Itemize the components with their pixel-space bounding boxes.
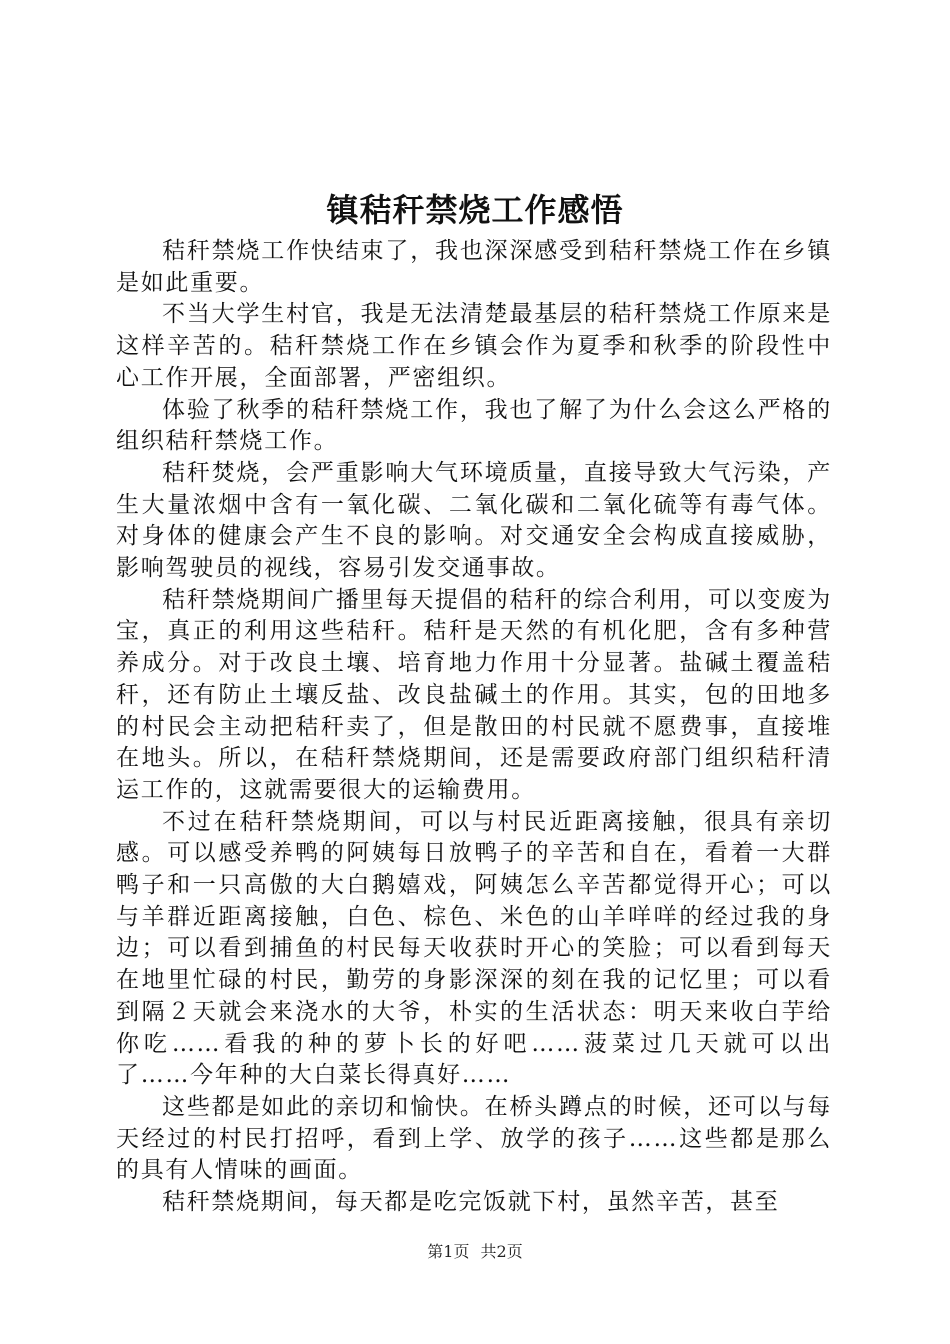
- paragraph: 不当大学生村官，我是无法清楚最基层的秸秆禁烧工作原来是这样辛苦的。秸秆禁烧工作在乡镇会作为夏季和秋季的阶段性中心工作开展，全面部署，严密组织。: [116, 301, 832, 391]
- document-title: 镇秸秆禁烧工作感悟: [326, 191, 624, 229]
- paragraph: 这些都是如此的亲切和愉快。在桥头蹲点的时候，还可以与每天经过的村民打招呼，看到上学、放学的孩子……这些都是那么的具有人情味的画面。: [116, 1093, 832, 1184]
- page-number-total: 共2页: [480, 1242, 523, 1261]
- document-body: [116, 236, 832, 1219]
- paragraph: 秸秆禁烧工作快结束了，我也深深感受到秸秆禁烧工作在乡镇是如此重要。: [116, 238, 832, 296]
- paragraph: 秸秆禁烧期间广播里每天提倡的秸秆的综合利用，可以变废为宝，真正的利用这些秸秆。秸秆是天然的有机化肥，含有多种营养成分。对于改良土壤、培育地力作用十分显著。盐碱土覆盖秸秆，还有防止土壤反盐、改良盐碱土的作用。其实，包的田地多的村民会主动把秸秆卖了，但是散田的村民就不愿费事，直接堆在地头。所以，在秸秆禁烧期间，还是需要政府部门组织秸秆清运工作的，这就需要很大的运输费用。: [116, 586, 832, 803]
- page-number-current: 第1页: [427, 1242, 470, 1261]
- paragraph: 秸秆焚烧，会严重影响大气环境质量，直接导致大气污染，产生大量浓烟中含有一氧化碳、二氧化碳和二氧化硫等有毒气体。对身体的健康会产生不良的影响。对交通安全会构成直接威胁，影响驾驶员的视线，容易引发交通事故。: [116, 459, 832, 582]
- paragraph: 不过在秸秆禁烧期间，可以与村民近距离接触，很具有亲切感。可以感受养鸭的阿姨每日放鸭子的辛苦和自在，看着一大群鸭子和一只高傲的大白鹅嬉戏，阿姨怎么辛苦都觉得开心；可以与羊群近距离接触，白色、棕色、米色的山羊咩咩的经过我的身边；可以看到捕鱼的村民每天收获时开心的笑脸；可以看到每天在地里忙碌的村民，勤劳的身影深深的刻在我的记忆里；可以看到隔２天就会来浇水的大爷，朴实的生活状态：明天来收白芋给你吃……看我的种的萝卜长的好吧……菠菜过几天就可以出了……今年种的大白菜长得真好……: [116, 808, 832, 1089]
- paragraph: 秸秆禁烧期间，每天都是吃完饭就下村，虽然辛苦，甚至: [162, 1189, 780, 1216]
- page-footer: [0, 1240, 950, 1264]
- paragraph: 体验了秋季的秸秆禁烧工作，我也了解了为什么会这么严格的组织秸秆禁烧工作。: [116, 396, 832, 455]
